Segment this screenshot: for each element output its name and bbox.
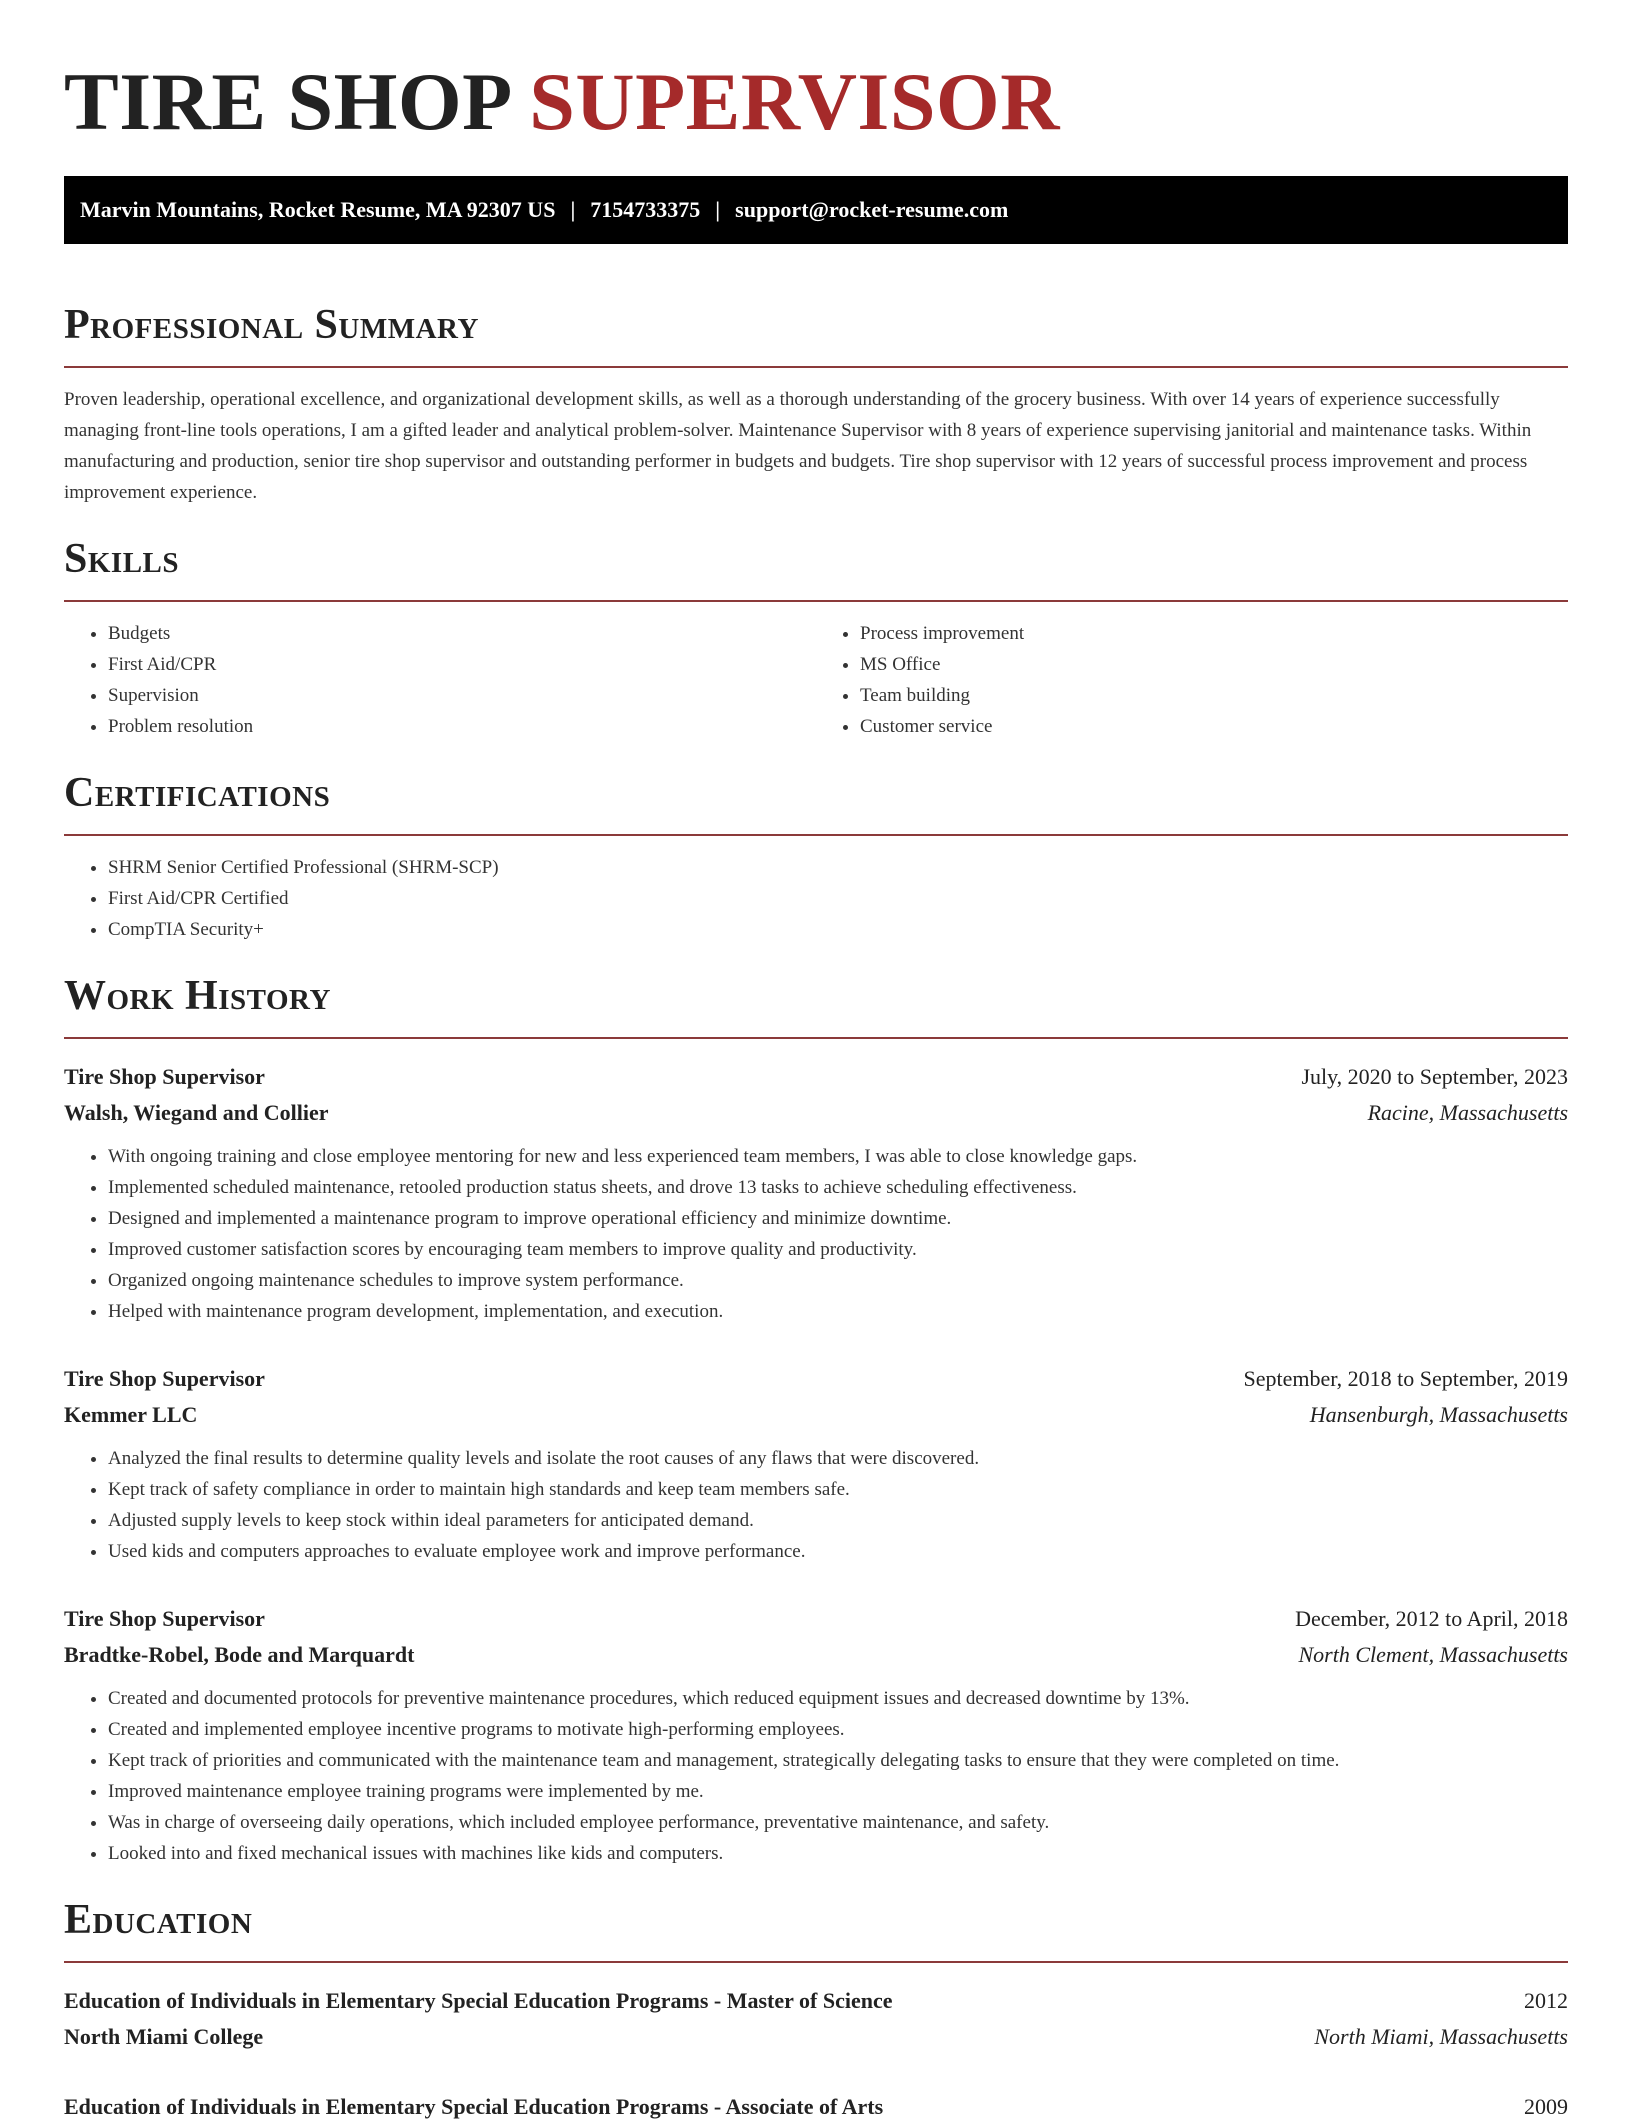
- job-bullet: • Helped with maintenance program development, implementation, and execution.: [108, 1296, 1568, 1327]
- job-company: Bradtke-Robel, Bode and Marquardt: [64, 1642, 415, 1667]
- certifications-section: [64, 770, 1568, 945]
- education-year: 2009: [1524, 2094, 1568, 2119]
- job-location: North Clement, Massachusetts: [1298, 1642, 1568, 1667]
- job-bullets: [64, 1683, 1568, 1869]
- title-part-1: TIRE SHOP: [64, 56, 509, 147]
- job-bullet: • Improved maintenance employee training programs were implemented by me.: [108, 1776, 1568, 1807]
- job-entry: [64, 1601, 1568, 1869]
- contact-separator: |: [570, 197, 576, 222]
- skills-list-right: [816, 618, 1568, 742]
- job-title: Tire Shop Supervisor: [64, 1366, 265, 1391]
- summary-heading: Professional Summary: [64, 302, 479, 348]
- job-bullet: • Improved customer satisfaction scores by encouraging team members to improve quality and productivity.: [108, 1234, 1568, 1265]
- certifications-list: [64, 852, 1568, 945]
- section-divider: [64, 366, 1568, 368]
- job-bullet: • Looked into and fixed mechanical issues with machines like kids and computers.: [108, 1838, 1568, 1869]
- skill-item: • Budgets: [108, 618, 816, 649]
- job-bullet: • With ongoing training and close employee mentoring for new and less experienced team members, I was able to close knowledge gaps.: [108, 1141, 1568, 1172]
- education-header-row: [64, 1983, 1568, 2019]
- education-entry: [64, 2089, 1568, 2125]
- job-location: Hansenburgh, Massachusetts: [1309, 1402, 1568, 1427]
- job-dates: December, 2012 to April, 2018: [1295, 1606, 1568, 1631]
- title-part-2: SUPERVISOR: [529, 56, 1060, 147]
- certifications-heading: Certifications: [64, 770, 331, 816]
- education-degree: Education of Individuals in Elementary Special Education Programs - Master of Science: [64, 1988, 893, 2013]
- job-bullet: • Kept track of safety compliance in order to maintain high standards and keep team members safe.: [108, 1474, 1568, 1505]
- job-title: Tire Shop Supervisor: [64, 1064, 265, 1089]
- certification-item: • CompTIA Security+: [108, 914, 1568, 945]
- job-title: Tire Shop Supervisor: [64, 1606, 265, 1631]
- job-company-row: [64, 1637, 1568, 1673]
- job-entry: [64, 1059, 1568, 1327]
- job-header-row: [64, 1361, 1568, 1397]
- summary-section: [64, 302, 1568, 508]
- job-bullet: • Designed and implemented a maintenance program to improve operational efficiency and minimize downtime.: [108, 1203, 1568, 1234]
- education-header-row: [64, 2089, 1568, 2125]
- skill-item: • First Aid/CPR: [108, 649, 816, 680]
- education-school: North Miami College: [64, 2024, 264, 2049]
- job-bullet: • Was in charge of overseeing daily operations, which included employee performance, preventative maintenance, and safety.: [108, 1807, 1568, 1838]
- skills-grid: [64, 602, 1568, 742]
- job-location: Racine, Massachusetts: [1367, 1100, 1568, 1125]
- skill-item: • Problem resolution: [108, 711, 816, 742]
- section-divider: [64, 1961, 1568, 1963]
- job-company: Kemmer LLC: [64, 1402, 198, 1427]
- job-bullet: • Adjusted supply levels to keep stock within ideal parameters for anticipated demand.: [108, 1505, 1568, 1536]
- work-history-section: [64, 973, 1568, 1869]
- job-header-row: [64, 1059, 1568, 1095]
- skill-item: • Customer service: [860, 711, 1568, 742]
- job-entry: [64, 1361, 1568, 1567]
- job-header-row: [64, 1601, 1568, 1637]
- education-school-row: [64, 2019, 1568, 2055]
- certification-item: • SHRM Senior Certified Professional (SHRM-SCP): [108, 852, 1568, 883]
- job-bullets: [64, 1443, 1568, 1567]
- job-dates: July, 2020 to September, 2023: [1301, 1064, 1568, 1089]
- job-bullet: • Created and documented protocols for preventive maintenance procedures, which reduced equipment issues and decreased downtime by 13%.: [108, 1683, 1568, 1714]
- contact-email: support@rocket-resume.com: [735, 197, 1009, 222]
- job-bullet: • Kept track of priorities and communicated with the maintenance team and management, strategically delegating tasks to ensure that they were completed on time.: [108, 1745, 1568, 1776]
- job-company-row: [64, 1397, 1568, 1433]
- skill-item: • MS Office: [860, 649, 1568, 680]
- job-bullet: • Created and implemented employee incentive programs to motivate high-performing employees.: [108, 1714, 1568, 1745]
- job-company: Walsh, Wiegand and Collier: [64, 1100, 329, 1125]
- skills-section: [64, 536, 1568, 742]
- job-bullet: • Used kids and computers approaches to evaluate employee work and improve performance.: [108, 1536, 1568, 1567]
- education-location: North Miami, Massachusetts: [1314, 2024, 1568, 2049]
- job-bullet: • Analyzed the final results to determine quality levels and isolate the root causes of any flaws that were discovered.: [108, 1443, 1568, 1474]
- skill-item: • Supervision: [108, 680, 816, 711]
- work-history-heading: Work History: [64, 973, 331, 1019]
- education-section: [64, 1897, 1568, 2125]
- certification-item: • First Aid/CPR Certified: [108, 883, 1568, 914]
- education-degree: Education of Individuals in Elementary Special Education Programs - Associate of Arts: [64, 2094, 884, 2119]
- contact-bar: [64, 176, 1568, 244]
- section-divider: [64, 1037, 1568, 1039]
- education-year: 2012: [1524, 1988, 1568, 2013]
- resume-title: [64, 52, 1568, 152]
- job-bullets: [64, 1141, 1568, 1327]
- education-entry: [64, 1983, 1568, 2055]
- contact-address: Marvin Mountains, Rocket Resume, MA 92307 US: [80, 197, 556, 222]
- summary-text: Proven leadership, operational excellence, and organizational development skills, as well as a thorough understanding of the grocery business. With over 14 years of experience successfully managing front-line tools operations, I am a gifted leader and analytical problem-solver. Maintenance Supervisor with 8 years of experience supervising janitorial and maintenance tasks. Within manufacturing and production, senior tire shop supervisor and outstanding performer in budgets and budgets. Tire shop supervisor with 12 years of successful process improvement and process improvement experience.: [64, 389, 1532, 503]
- contact-separator: |: [715, 197, 721, 222]
- skills-list-left: [64, 618, 816, 742]
- skill-item: • Process improvement: [860, 618, 1568, 649]
- job-bullet: • Organized ongoing maintenance schedules to improve system performance.: [108, 1265, 1568, 1296]
- skills-heading: Skills: [64, 536, 180, 582]
- contact-phone: 7154733375: [590, 197, 701, 222]
- skill-item: • Team building: [860, 680, 1568, 711]
- job-company-row: [64, 1095, 1568, 1131]
- job-dates: September, 2018 to September, 2019: [1243, 1366, 1568, 1391]
- education-heading: Education: [64, 1897, 253, 1943]
- section-divider: [64, 834, 1568, 836]
- job-bullet: • Implemented scheduled maintenance, retooled production status sheets, and drove 13 tasks to achieve scheduling effectiveness.: [108, 1172, 1568, 1203]
